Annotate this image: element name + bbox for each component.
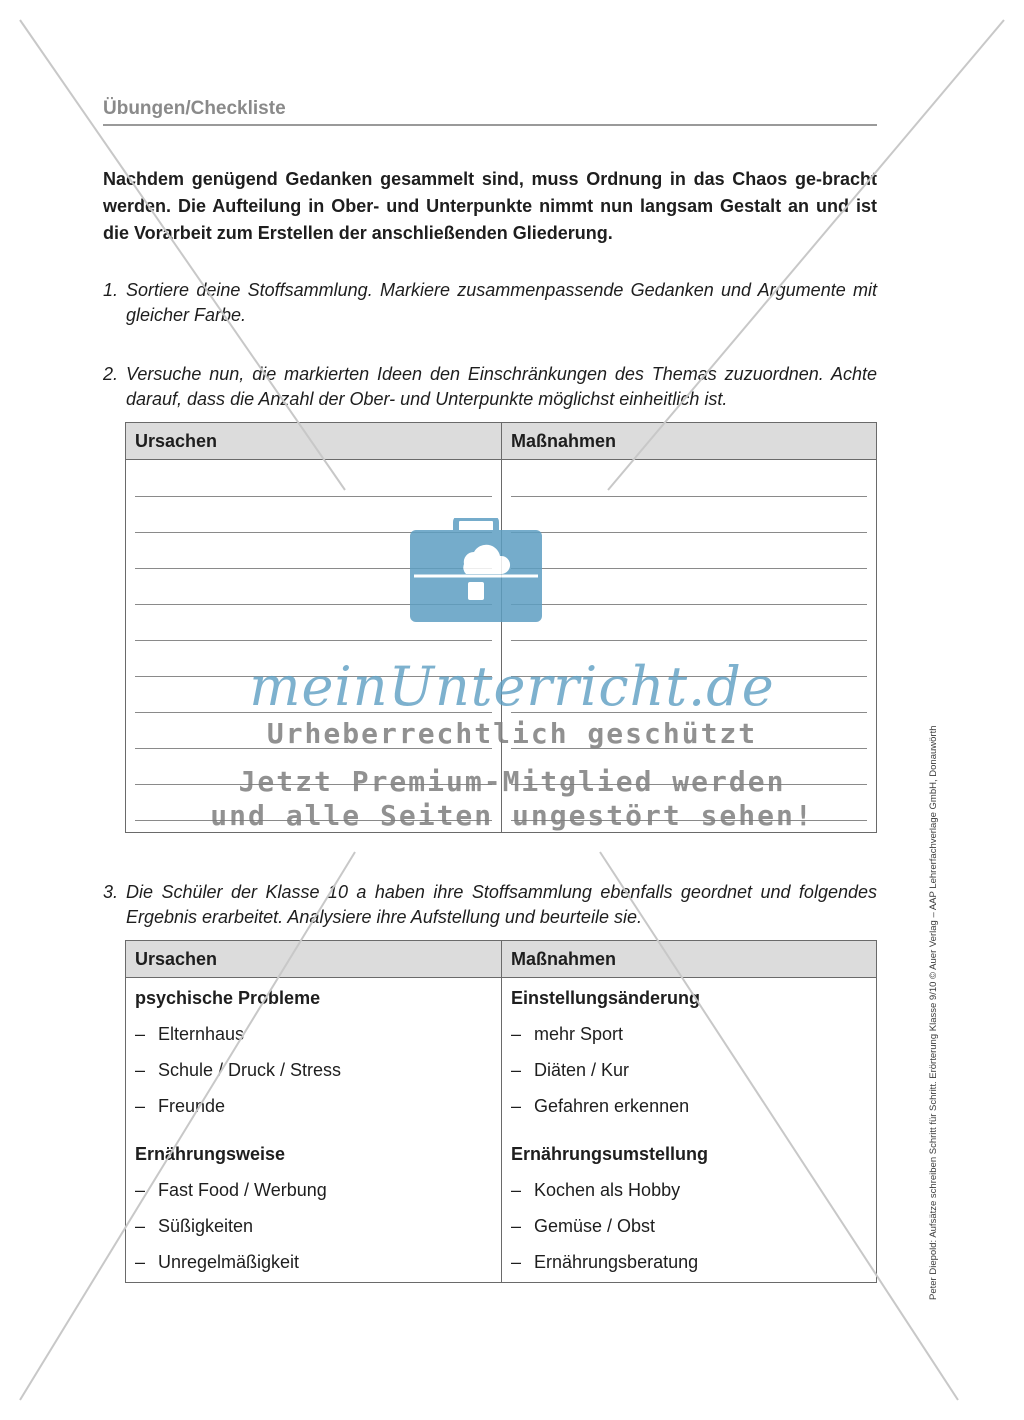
list-item: – Freunde xyxy=(135,1096,226,1116)
massnahmen-column xyxy=(501,978,876,1282)
writing-line xyxy=(511,568,867,569)
list-item: – Unregelmäßigkeit xyxy=(135,1252,300,1272)
table-header xyxy=(126,423,876,460)
category-heading: Einstellungsänderung xyxy=(511,988,701,1008)
writing-line xyxy=(511,604,867,605)
task-text: Sortiere deine Stoffsammlung. Markiere zusammenpassende Gedanken und Argumente mit gleicher Farbe. xyxy=(126,280,877,325)
category-heading: psychische Probleme xyxy=(135,988,321,1008)
list-item: – Fast Food / Werbung xyxy=(135,1180,327,1200)
briefcase-cloud-icon xyxy=(410,518,542,626)
list-item: – mehr Sport xyxy=(511,1024,624,1044)
writing-line xyxy=(511,532,867,533)
list-item: – Süßigkeiten xyxy=(135,1216,254,1236)
header-divider xyxy=(103,124,877,126)
task-text: Die Schüler der Klasse 10 a haben ihre Stoffsammlung ebenfalls geordnet und folgendes Ergebnis erarbeitet. Analysiere ihre Aufstellung und beurteile sie. xyxy=(126,882,877,927)
ursachen-column xyxy=(126,978,501,1282)
column-header-massnahmen: Maßnahmen xyxy=(501,423,876,459)
page-header: Übungen/Checkliste xyxy=(103,98,286,119)
column-header-ursachen: Ursachen xyxy=(135,949,218,969)
table-header xyxy=(126,941,876,978)
watermark-copyright: Urheberrechtlich geschützt xyxy=(266,717,758,750)
intro-paragraph: Nachdem genügend Gedanken gesammelt sind, muss Ordnung in das Chaos ge-bracht werden. Die Aufteilung in Ober- und Unterpunkte nimmt nun langsam Gestalt an und ist die Vorarbeit zum Erstellen der anschließenden Gliederung. xyxy=(103,169,877,243)
column-header-ursachen: Ursachen xyxy=(135,431,218,451)
task-1 xyxy=(103,278,877,328)
watermark-brand: meinUnterricht.de xyxy=(249,655,775,718)
list-item: – Elternhaus xyxy=(135,1024,245,1044)
writing-line xyxy=(511,496,867,497)
writing-line xyxy=(511,640,867,641)
task-2 xyxy=(103,362,877,412)
list-item: – Gefahren erkennen xyxy=(511,1096,690,1116)
category-heading: Ernährungsweise xyxy=(135,1144,286,1164)
category-heading: Ernährungsumstellung xyxy=(511,1144,709,1164)
task-number: 3. xyxy=(103,882,119,902)
task-3 xyxy=(103,880,877,930)
watermark-view: und alle Seiten ungestört sehen! xyxy=(210,799,814,832)
column-header-massnahmen: Maßnahmen xyxy=(501,941,876,977)
list-item: – Diäten / Kur xyxy=(511,1060,630,1080)
list-item: – Schule / Druck / Stress xyxy=(135,1060,342,1080)
result-table xyxy=(125,940,877,1283)
task-number: 1. xyxy=(103,280,119,300)
list-item: – Gemüse / Obst xyxy=(511,1216,656,1236)
copyright-sidenote: Peter Diepold: Aufsätze schreiben Schritt für Schritt. Erörterung Klasse 9/10 © Auer Verlag – AAP Lehrerfachverlage GmbH, Donauwörth xyxy=(928,725,939,1300)
task-number: 2. xyxy=(103,364,119,384)
task-text: Versuche nun, die markierten Ideen den Einschränkungen des Themas zuzuordnen. Achte darauf, dass die Anzahl der Ober- und Unterpunkte möglichst einheitlich ist. xyxy=(126,364,877,409)
watermark-premium: Jetzt Premium-Mitglied werden xyxy=(238,765,786,798)
list-item: – Kochen als Hobby xyxy=(511,1180,681,1200)
writing-line xyxy=(135,640,492,641)
writing-line xyxy=(135,496,492,497)
list-item: – Ernährungsberatung xyxy=(511,1252,699,1272)
